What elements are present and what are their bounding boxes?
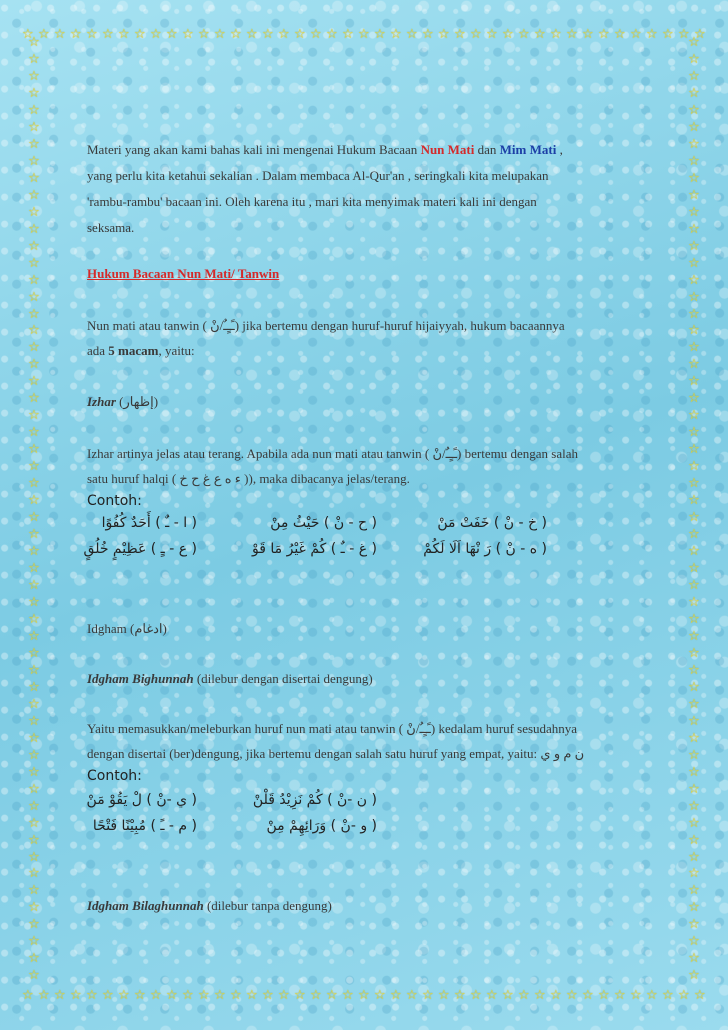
intro-line-3: 'rambu-rambu' bacaan ini. Oleh karena itu , mari kita menyimak materi kali ini dengan [87, 194, 537, 209]
star-icon: ☆ [688, 730, 700, 746]
star-icon: ☆ [688, 340, 700, 356]
star-icon: ☆ [230, 988, 242, 1003]
star-icon: ☆ [28, 917, 40, 933]
intro-end: , [556, 142, 563, 157]
star-icon: ☆ [688, 391, 700, 407]
idgham-title [87, 621, 167, 637]
idgham-example: ( م - ـً ) مُبِيْنًا فَتْحًا [92, 818, 197, 834]
star-icon: ☆ [28, 832, 40, 848]
right-star-border [686, 36, 702, 984]
star-icon: ☆ [28, 136, 40, 152]
star-icon: ☆ [28, 662, 40, 678]
bottom-star-border [22, 988, 706, 1004]
intro-line-4: seksama. [87, 220, 135, 235]
idgham-title-latin: Idgham [87, 621, 127, 636]
star-icon: ☆ [342, 27, 354, 42]
star-icon: ☆ [86, 27, 98, 42]
izhar-line-1: Izhar artinya jelas atau terang. Apabila ada nun mati atau tanwin ( ـًـٍـٌ/نْ) bertemu dengan salah [87, 446, 578, 461]
star-icon: ☆ [28, 238, 40, 254]
star-icon: ☆ [438, 988, 450, 1003]
star-icon: ☆ [598, 988, 610, 1003]
star-icon: ☆ [688, 679, 700, 695]
star-icon: ☆ [166, 27, 178, 42]
star-icon: ☆ [28, 696, 40, 712]
star-icon: ☆ [342, 988, 354, 1003]
star-icon: ☆ [28, 119, 40, 135]
star-icon: ☆ [102, 988, 114, 1003]
star-icon: ☆ [688, 493, 700, 509]
star-icon: ☆ [688, 510, 700, 526]
izhar-example: ( خ - نْ ) خَفَتْ مَنْ [437, 515, 547, 531]
star-icon: ☆ [294, 27, 306, 42]
left-star-border [26, 36, 42, 984]
idgham-example: ( ي -نْ ) لْ يَقُوْ مَنْ [86, 792, 197, 808]
star-icon: ☆ [118, 27, 130, 42]
star-icon: ☆ [582, 27, 594, 42]
star-icon: ☆ [28, 951, 40, 967]
star-icon: ☆ [70, 27, 82, 42]
star-icon: ☆ [678, 27, 690, 42]
idgham-example: ( و -نْ ) وَرَائِهِمْ مِنْ [266, 818, 377, 834]
star-icon: ☆ [688, 764, 700, 780]
star-icon: ☆ [688, 442, 700, 458]
mim-mati-highlight: Mim Mati [499, 142, 557, 157]
star-icon: ☆ [688, 221, 700, 237]
star-icon: ☆ [688, 289, 700, 305]
star-icon: ☆ [688, 713, 700, 729]
star-icon: ☆ [688, 119, 700, 135]
star-icon: ☆ [118, 988, 130, 1003]
star-icon: ☆ [688, 204, 700, 220]
star-icon: ☆ [390, 27, 402, 42]
star-icon: ☆ [502, 988, 514, 1003]
star-icon: ☆ [230, 27, 242, 42]
star-icon: ☆ [198, 27, 210, 42]
star-icon: ☆ [688, 900, 700, 916]
star-icon: ☆ [28, 883, 40, 899]
izhar-example: ( ع - ـٍ ) عَظِيْمٍ خُلُقٍ [83, 541, 197, 557]
star-icon: ☆ [688, 408, 700, 424]
star-icon: ☆ [614, 27, 626, 42]
idgham-example: ( ن -نْ ) كُمْ نَزِيْدُ قَلْنْ [252, 792, 377, 808]
izhar-contoh-label: Contoh: [87, 493, 142, 509]
top-star-border [22, 27, 706, 43]
star-icon: ☆ [28, 459, 40, 475]
star-icon: ☆ [150, 27, 162, 42]
star-icon: ☆ [694, 988, 706, 1003]
star-icon: ☆ [688, 306, 700, 322]
star-icon: ☆ [28, 255, 40, 271]
star-icon: ☆ [28, 170, 40, 186]
star-icon: ☆ [630, 988, 642, 1003]
idgham-contoh-label: Contoh: [87, 768, 142, 784]
star-icon: ☆ [688, 849, 700, 865]
izhar-example-row-2 [83, 541, 547, 561]
star-icon: ☆ [406, 27, 418, 42]
star-icon: ☆ [688, 747, 700, 763]
star-icon: ☆ [86, 988, 98, 1003]
star-icon: ☆ [688, 102, 700, 118]
star-icon: ☆ [28, 272, 40, 288]
star-icon: ☆ [688, 578, 700, 593]
star-icon: ☆ [28, 781, 40, 797]
star-icon: ☆ [688, 645, 700, 661]
star-icon: ☆ [454, 988, 466, 1003]
star-icon: ☆ [454, 27, 466, 42]
star-icon: ☆ [486, 988, 498, 1003]
star-icon: ☆ [150, 988, 162, 1003]
star-icon: ☆ [688, 951, 700, 967]
star-icon: ☆ [28, 153, 40, 169]
star-icon: ☆ [688, 187, 700, 203]
star-icon: ☆ [534, 988, 546, 1003]
idgham-line-2: dengan disertai (ber)dengung, jika bertemu dengan salah satu huruf yang empat, yaitu: ن م و ي [87, 746, 585, 761]
star-icon: ☆ [28, 442, 40, 458]
five-types: 5 macam [108, 343, 159, 358]
bighunnah-title: Idgham Bighunnah [87, 671, 194, 686]
idgham-bighunnah-title [87, 671, 373, 687]
star-icon: ☆ [688, 68, 700, 84]
star-icon: ☆ [688, 561, 700, 577]
idgham-bilaghunnah-title [87, 898, 332, 914]
star-icon: ☆ [28, 594, 40, 610]
star-icon: ☆ [470, 27, 482, 42]
star-icon: ☆ [518, 988, 530, 1003]
star-icon: ☆ [28, 849, 40, 865]
star-icon: ☆ [688, 832, 700, 848]
star-icon: ☆ [28, 204, 40, 220]
star-icon: ☆ [326, 27, 338, 42]
star-icon: ☆ [28, 289, 40, 305]
star-icon: ☆ [422, 27, 434, 42]
star-icon: ☆ [28, 798, 40, 814]
star-icon: ☆ [486, 27, 498, 42]
star-icon: ☆ [688, 51, 700, 67]
star-icon: ☆ [438, 27, 450, 42]
star-icon: ☆ [28, 764, 40, 780]
star-icon: ☆ [662, 988, 674, 1003]
star-icon: ☆ [582, 988, 594, 1003]
star-icon: ☆ [688, 170, 700, 186]
star-icon: ☆ [28, 730, 40, 746]
idgham-example-row-1 [87, 792, 377, 812]
intro-line-2: yang perlu kita ketahui sekalian . Dalam membaca Al-Qur'an , seringkali kita melupakan [87, 168, 549, 183]
star-icon: ☆ [54, 27, 66, 42]
star-icon: ☆ [688, 255, 700, 271]
star-icon: ☆ [688, 544, 700, 560]
izhar-example: ( غ - ـٌ ) كُمْ غَيْرُ مَا قَوْ [252, 541, 377, 557]
star-icon: ☆ [28, 747, 40, 763]
star-icon: ☆ [678, 988, 690, 1003]
star-icon: ☆ [688, 323, 700, 339]
star-icon: ☆ [688, 85, 700, 101]
star-icon: ☆ [28, 866, 40, 882]
star-icon: ☆ [28, 968, 40, 984]
star-icon: ☆ [28, 544, 40, 560]
star-icon: ☆ [28, 187, 40, 203]
star-icon: ☆ [694, 27, 706, 42]
nun-def-text: ada [87, 343, 109, 358]
star-icon: ☆ [262, 988, 274, 1003]
star-icon: ☆ [28, 374, 40, 390]
star-icon: ☆ [28, 357, 40, 373]
izhar-line-2: satu huruf halqi ( ء ه ع غ ح خ )), maka dibacanya jelas/terang. [87, 471, 410, 486]
star-icon: ☆ [688, 35, 700, 50]
star-icon: ☆ [28, 561, 40, 577]
star-icon: ☆ [688, 153, 700, 169]
star-icon: ☆ [28, 408, 40, 424]
star-icon: ☆ [28, 713, 40, 729]
star-icon: ☆ [28, 527, 40, 543]
star-icon: ☆ [28, 35, 40, 50]
heading-nun-mati: Hukum Bacaan Nun Mati/ Tanwin [87, 266, 280, 281]
idgham-example-row-2 [87, 818, 377, 838]
star-icon: ☆ [358, 27, 370, 42]
star-icon: ☆ [688, 815, 700, 831]
star-icon: ☆ [28, 578, 40, 593]
star-icon: ☆ [28, 85, 40, 101]
star-icon: ☆ [688, 917, 700, 933]
star-icon: ☆ [646, 27, 658, 42]
star-icon: ☆ [662, 27, 674, 42]
star-icon: ☆ [688, 136, 700, 152]
star-icon: ☆ [28, 306, 40, 322]
star-icon: ☆ [102, 27, 114, 42]
star-icon: ☆ [28, 68, 40, 84]
izhar-example-row-1 [87, 515, 547, 535]
star-icon: ☆ [358, 988, 370, 1003]
star-icon: ☆ [134, 988, 146, 1003]
star-icon: ☆ [566, 988, 578, 1003]
star-icon: ☆ [28, 815, 40, 831]
star-icon: ☆ [688, 594, 700, 610]
star-icon: ☆ [598, 27, 610, 42]
izhar-title-latin: Izhar [87, 394, 116, 409]
star-icon: ☆ [518, 27, 530, 42]
star-icon: ☆ [278, 988, 290, 1003]
star-icon: ☆ [28, 323, 40, 339]
star-icon: ☆ [70, 988, 82, 1003]
bilaghunnah-desc: (dilebur tanpa dengung) [203, 898, 332, 913]
intro-line-1 [87, 142, 563, 158]
star-icon: ☆ [688, 934, 700, 950]
star-icon: ☆ [28, 340, 40, 356]
star-icon: ☆ [166, 988, 178, 1003]
bighunnah-desc: (dilebur dengan disertai dengung) [193, 671, 373, 686]
star-icon: ☆ [246, 988, 258, 1003]
star-icon: ☆ [374, 27, 386, 42]
star-icon: ☆ [28, 476, 40, 492]
star-icon: ☆ [688, 238, 700, 254]
star-icon: ☆ [646, 988, 658, 1003]
izhar-example: ( ح - نْ ) حَيْثُ مِنْ [270, 515, 377, 531]
star-icon: ☆ [406, 988, 418, 1003]
star-icon: ☆ [688, 662, 700, 678]
nun-mati-highlight: Nun Mati [420, 142, 475, 157]
izhar-example: ( ه - نْ ) رَ نْهَا اَلَا لَكُمْ [423, 541, 547, 557]
intro-dan: dan [474, 142, 500, 157]
star-icon: ☆ [182, 27, 194, 42]
idgham-line-1: Yaitu memasukkan/meleburkan huruf nun mati atau tanwin ( ـًـٍـٌ/نْ) kedalam huruf sesudahnya [87, 721, 578, 736]
star-icon: ☆ [688, 628, 700, 644]
bilaghunnah-title: Idgham Bilaghunnah [87, 898, 204, 913]
star-icon: ☆ [28, 900, 40, 916]
star-icon: ☆ [214, 27, 226, 42]
star-icon: ☆ [246, 27, 258, 42]
izhar-title-arabic: (إظهار) [115, 394, 159, 409]
star-icon: ☆ [688, 272, 700, 288]
star-icon: ☆ [566, 27, 578, 42]
star-icon: ☆ [28, 425, 40, 441]
star-icon: ☆ [28, 934, 40, 950]
star-icon: ☆ [214, 988, 226, 1003]
nun-def-line-2 [87, 343, 195, 359]
star-icon: ☆ [688, 781, 700, 797]
star-icon: ☆ [278, 27, 290, 42]
star-icon: ☆ [326, 988, 338, 1003]
nun-def-end: , yaitu: [158, 343, 195, 358]
star-icon: ☆ [422, 988, 434, 1003]
star-icon: ☆ [550, 27, 562, 42]
star-icon: ☆ [534, 27, 546, 42]
star-icon: ☆ [310, 988, 322, 1003]
star-icon: ☆ [28, 493, 40, 509]
star-icon: ☆ [688, 374, 700, 390]
star-icon: ☆ [688, 425, 700, 441]
star-icon: ☆ [688, 611, 700, 627]
star-icon: ☆ [688, 459, 700, 475]
star-icon: ☆ [28, 679, 40, 695]
star-icon: ☆ [22, 988, 34, 1003]
star-icon: ☆ [688, 968, 700, 984]
star-icon: ☆ [54, 988, 66, 1003]
star-icon: ☆ [310, 27, 322, 42]
star-icon: ☆ [630, 27, 642, 42]
star-icon: ☆ [688, 696, 700, 712]
star-icon: ☆ [262, 27, 274, 42]
star-icon: ☆ [28, 221, 40, 237]
star-icon: ☆ [38, 988, 50, 1003]
star-icon: ☆ [502, 27, 514, 42]
intro-text: Materi yang akan kami bahas kali ini mengenai Hukum Bacaan [87, 142, 421, 157]
izhar-title [87, 394, 158, 410]
star-icon: ☆ [134, 27, 146, 42]
star-icon: ☆ [688, 476, 700, 492]
idgham-title-arabic: (ادغام) [126, 621, 167, 636]
star-icon: ☆ [470, 988, 482, 1003]
star-icon: ☆ [28, 102, 40, 118]
star-icon: ☆ [198, 988, 210, 1003]
star-icon: ☆ [688, 357, 700, 373]
izhar-example: ( ا - ـٌ ) أَحَدٌ كُفُوًا [101, 515, 197, 531]
star-icon: ☆ [614, 988, 626, 1003]
star-icon: ☆ [28, 51, 40, 67]
nun-def-line-1: Nun mati atau tanwin ( ـًـٍـٌ/نْ) jika bertemu dengan huruf-huruf hijaiyyah, hukum bacaannya [87, 318, 565, 333]
star-icon: ☆ [28, 645, 40, 661]
star-icon: ☆ [374, 988, 386, 1003]
star-icon: ☆ [688, 798, 700, 814]
star-icon: ☆ [390, 988, 402, 1003]
star-icon: ☆ [294, 988, 306, 1003]
star-icon: ☆ [688, 527, 700, 543]
star-icon: ☆ [38, 27, 50, 42]
star-icon: ☆ [688, 866, 700, 882]
star-icon: ☆ [182, 988, 194, 1003]
star-icon: ☆ [550, 988, 562, 1003]
star-icon: ☆ [688, 883, 700, 899]
star-icon: ☆ [28, 611, 40, 627]
star-icon: ☆ [28, 391, 40, 407]
star-icon: ☆ [28, 510, 40, 526]
star-icon: ☆ [22, 27, 34, 42]
star-icon: ☆ [28, 628, 40, 644]
